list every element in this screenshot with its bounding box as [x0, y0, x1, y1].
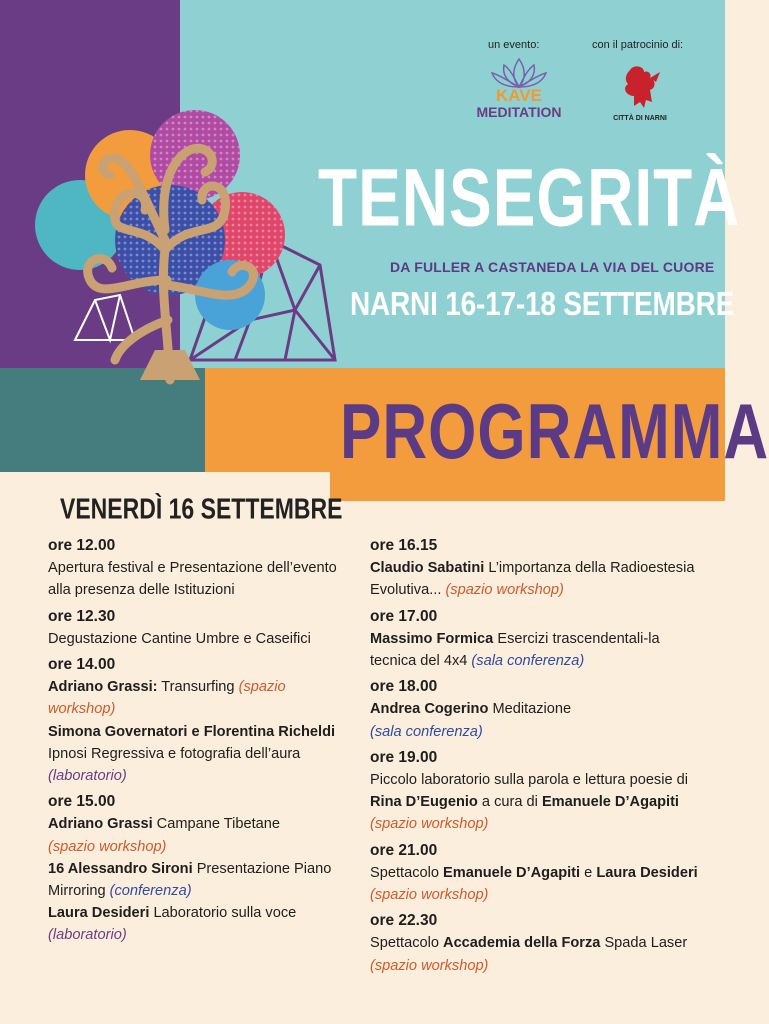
schedule-item: [370, 535, 700, 602]
speaker-name: Andrea Cogerino: [370, 701, 489, 718]
schedule-item: [48, 791, 353, 946]
speaker-name: Emanuele D’Agapiti: [541, 794, 679, 811]
event-description: e: [580, 864, 597, 881]
schedule-item: [48, 606, 353, 650]
schedule-item: [48, 654, 353, 787]
day-heading: VENERDÌ 16 SETTEMBRE: [60, 492, 343, 525]
location-tag: (sala conferenza): [471, 653, 585, 670]
time-label: ore 15.00: [48, 793, 116, 811]
time-label: ore 18.00: [370, 678, 438, 696]
location-tag: (sala conferenza): [370, 723, 483, 740]
event-description: Esercizi trascendentali-la tecnica del 4x4: [370, 630, 660, 670]
time-label: ore 17.00: [370, 607, 438, 625]
location-tag: (spazio workshop): [370, 957, 489, 974]
time-label: ore 12.30: [48, 607, 116, 625]
event-description: Spettacolo: [370, 864, 444, 881]
time-label: ore 14.00: [48, 656, 116, 674]
location-tag: (laboratorio): [48, 768, 127, 785]
schedule-item: [370, 910, 700, 977]
event-description: Spettacolo: [370, 935, 444, 952]
location-tag: (spazio workshop): [370, 816, 489, 833]
speaker-name: Claudio Sabatini: [370, 560, 485, 577]
event-description: Apertura festival e Presentazione dell’evento alla presenza delle Istituzioni: [48, 560, 337, 599]
speaker-name: Adriano Grassi:: [48, 679, 158, 696]
event-description: Spada Laser: [600, 935, 688, 952]
speaker-name: Rina D’Eugenio: [370, 794, 478, 811]
time-label: ore 16.15: [370, 537, 438, 554]
speaker-name: Laura Desideri: [596, 864, 698, 881]
location-tag: (spazio workshop): [48, 679, 286, 718]
time-label: ore 19.00: [370, 748, 438, 766]
time-label: ore 12.00: [48, 537, 116, 554]
event-description: a cura di: [477, 794, 542, 811]
event-description: Campane Tibetane: [152, 816, 280, 833]
kave-meditation-logo: [474, 55, 564, 127]
schedule-item: [48, 535, 353, 602]
tree-illustration: [20, 90, 340, 390]
griffin-icon: [625, 66, 660, 108]
schedule-item: [370, 606, 700, 673]
event-description: L’importanza della Radioestesia Evolutiva...: [370, 560, 695, 599]
speaker-name: 16 Alessandro Sironi: [48, 860, 193, 877]
time-label: ore 22.30: [370, 912, 438, 930]
schedule-item: [370, 747, 700, 836]
event-description: Meditazione: [488, 701, 572, 718]
schedule-item: [370, 840, 700, 907]
event-description: Piccolo laboratorio sulla parola e lettura poesie di: [370, 772, 689, 789]
patrocinio-label: con il patrocinio di:: [592, 39, 684, 51]
schedule-right-column: [370, 535, 700, 981]
schedule-item: [370, 676, 700, 743]
speaker-name: Simona Governatori e Florentina Richeldi: [48, 723, 336, 740]
event-title: TENSEGRITÀ: [318, 151, 741, 244]
speaker-name: Accademia della Forza: [443, 935, 601, 952]
event-description: Presentazione Piano Mirroring: [48, 860, 332, 900]
speaker-name: Massimo Formica: [370, 630, 494, 647]
location-tag: (laboratorio): [48, 927, 127, 944]
location-tag: (spazio workshop): [445, 582, 564, 599]
meditation-logo-text: MEDITATION: [476, 104, 562, 120]
evento-label: un evento:: [488, 39, 540, 51]
event-description: Transurfing: [157, 679, 239, 696]
narni-logo-text: CITTÀ DI NARNI: [613, 115, 667, 122]
time-label: ore 21.00: [370, 841, 438, 859]
speaker-name: Adriano Grassi: [48, 816, 153, 833]
location-tag: (spazio workshop): [370, 887, 489, 904]
location-tag: (conferenza): [109, 883, 192, 900]
event-subtitle: DA FULLER A CASTANEDA LA VIA DEL CUORE: [390, 259, 715, 275]
small-dome-icon: [75, 295, 135, 340]
event-description: Degustazione Cantine Umbre e Caseifici: [48, 630, 311, 647]
kave-logo-text: KAVE: [496, 86, 542, 105]
location-tag: (spazio workshop): [48, 838, 167, 855]
speaker-name: Emanuele D’Agapiti: [443, 864, 581, 881]
event-description: Ipnosi Regressiva e fotografia dell’aura: [48, 745, 301, 762]
citta-di-narni-logo: [600, 62, 680, 124]
programma-heading: PROGRAMMA: [340, 389, 769, 476]
speaker-name: Laura Desideri: [48, 905, 150, 922]
schedule-left-column: [48, 535, 353, 951]
event-dates: NARNI 16-17-18 SETTEMBRE: [350, 285, 735, 323]
event-description: Laboratorio sulla voce: [149, 905, 297, 922]
